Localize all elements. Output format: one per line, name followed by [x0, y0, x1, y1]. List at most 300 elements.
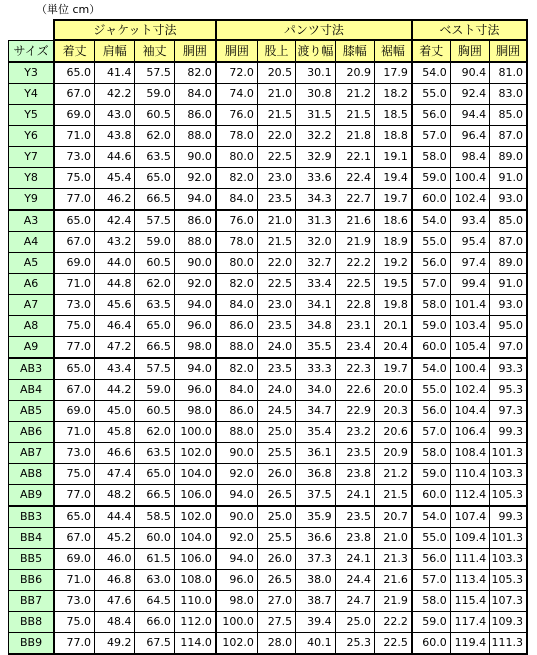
size-cell: AB3: [9, 358, 55, 380]
value-cell: 48.4: [95, 612, 135, 633]
value-cell: 24.5: [257, 401, 295, 422]
value-cell: 100.4: [450, 168, 489, 189]
value-cell: 21.0: [374, 528, 411, 549]
group-header-row: [9, 20, 528, 40]
table-row: [9, 528, 528, 549]
value-cell: 25.0: [257, 422, 295, 443]
table-row: [9, 485, 528, 507]
value-cell: 38.7: [296, 591, 335, 612]
value-cell: 69.0: [54, 253, 94, 274]
value-cell: 72.0: [216, 62, 257, 84]
value-cell: 90.0: [216, 443, 257, 464]
value-cell: 65.0: [54, 358, 94, 380]
value-cell: 45.4: [95, 168, 135, 189]
value-cell: 96.0: [174, 316, 216, 337]
unit-note: （単位 cm）: [36, 3, 101, 16]
value-cell: 92.0: [174, 168, 216, 189]
value-cell: 34.1: [296, 295, 335, 316]
value-cell: 75.0: [54, 612, 94, 633]
size-chart-table: [8, 19, 528, 655]
value-cell: 43.2: [95, 232, 135, 253]
table-row: [9, 210, 528, 232]
value-cell: 75.0: [54, 316, 94, 337]
table-row: [9, 443, 528, 464]
value-cell: 73.0: [54, 443, 94, 464]
value-cell: 20.9: [374, 443, 411, 464]
value-cell: 33.6: [296, 168, 335, 189]
value-cell: 67.0: [54, 232, 94, 253]
table-row: [9, 464, 528, 485]
value-cell: 93.0: [490, 189, 527, 211]
value-cell: 55.0: [412, 84, 450, 105]
value-cell: 67.0: [54, 528, 94, 549]
value-cell: 85.0: [490, 105, 527, 126]
value-cell: 19.2: [374, 253, 411, 274]
size-cell: A4: [9, 232, 55, 253]
value-cell: 46.6: [95, 443, 135, 464]
value-cell: 98.4: [450, 147, 489, 168]
value-cell: 92.0: [174, 274, 216, 295]
value-cell: 99.3: [490, 506, 527, 528]
value-cell: 104.4: [450, 401, 489, 422]
value-cell: 35.4: [296, 422, 335, 443]
value-cell: 54.0: [412, 506, 450, 528]
value-cell: 57.5: [135, 62, 174, 84]
value-cell: 96.0: [216, 570, 257, 591]
value-cell: 47.2: [95, 337, 135, 359]
value-cell: 43.8: [95, 126, 135, 147]
value-cell: 89.0: [490, 147, 527, 168]
value-cell: 75.0: [54, 168, 94, 189]
value-cell: 66.5: [135, 485, 174, 507]
value-cell: 22.5: [257, 147, 295, 168]
value-cell: 66.5: [135, 189, 174, 211]
value-cell: 98.0: [174, 337, 216, 359]
table-row: [9, 253, 528, 274]
value-cell: 21.9: [335, 232, 374, 253]
value-cell: 55.0: [412, 528, 450, 549]
value-cell: 18.8: [374, 126, 411, 147]
value-cell: 23.5: [335, 443, 374, 464]
value-cell: 35.5: [296, 337, 335, 359]
value-cell: 21.5: [257, 232, 295, 253]
value-cell: 62.0: [135, 126, 174, 147]
value-cell: 45.6: [95, 295, 135, 316]
value-cell: 46.4: [95, 316, 135, 337]
value-cell: 21.0: [257, 210, 295, 232]
value-cell: 46.0: [95, 549, 135, 570]
value-cell: 23.1: [335, 316, 374, 337]
size-cell: BB8: [9, 612, 55, 633]
value-cell: 115.4: [450, 591, 489, 612]
value-cell: 58.0: [412, 443, 450, 464]
value-cell: 22.1: [335, 147, 374, 168]
value-cell: 102.0: [216, 633, 257, 655]
value-cell: 92.0: [216, 528, 257, 549]
value-cell: 102.4: [450, 189, 489, 211]
size-cell: A9: [9, 337, 55, 359]
size-column-header: サイズ: [9, 40, 55, 62]
value-cell: 73.0: [54, 591, 94, 612]
value-cell: 40.1: [296, 633, 335, 655]
value-cell: 21.6: [335, 210, 374, 232]
value-cell: 86.0: [216, 401, 257, 422]
table-row: [9, 62, 528, 84]
value-cell: 76.0: [216, 105, 257, 126]
value-cell: 91.0: [490, 168, 527, 189]
value-cell: 111.3: [490, 633, 527, 655]
value-cell: 44.0: [95, 253, 135, 274]
value-cell: 63.5: [135, 295, 174, 316]
value-cell: 60.0: [412, 633, 450, 655]
group-vest: ベスト寸法: [412, 20, 527, 40]
value-cell: 43.0: [95, 105, 135, 126]
table-row: [9, 401, 528, 422]
value-cell: 93.3: [490, 358, 527, 380]
value-cell: 97.4: [450, 253, 489, 274]
value-cell: 42.2: [95, 84, 135, 105]
value-cell: 78.0: [216, 232, 257, 253]
value-cell: 42.4: [95, 210, 135, 232]
value-cell: 31.3: [296, 210, 335, 232]
size-cell: BB6: [9, 570, 55, 591]
value-cell: 60.0: [412, 189, 450, 211]
value-cell: 108.4: [450, 443, 489, 464]
size-cell: BB5: [9, 549, 55, 570]
value-cell: 64.5: [135, 591, 174, 612]
table-row: [9, 105, 528, 126]
value-cell: 19.7: [374, 189, 411, 211]
value-cell: 21.2: [374, 464, 411, 485]
value-cell: 112.0: [174, 612, 216, 633]
value-cell: 99.4: [450, 274, 489, 295]
table-row: [9, 337, 528, 359]
value-cell: 60.0: [135, 528, 174, 549]
value-cell: 57.0: [412, 126, 450, 147]
column-header: 着丈: [54, 40, 94, 62]
value-cell: 21.8: [335, 126, 374, 147]
value-cell: 77.0: [54, 485, 94, 507]
value-cell: 34.3: [296, 189, 335, 211]
table-row: [9, 549, 528, 570]
size-cell: AB6: [9, 422, 55, 443]
column-header: 裾幅: [374, 40, 411, 62]
value-cell: 27.0: [257, 591, 295, 612]
value-cell: 44.6: [95, 147, 135, 168]
value-cell: 23.8: [335, 464, 374, 485]
value-cell: 59.0: [135, 232, 174, 253]
value-cell: 59.0: [412, 168, 450, 189]
value-cell: 85.0: [490, 210, 527, 232]
size-cell: A7: [9, 295, 55, 316]
value-cell: 66.5: [135, 337, 174, 359]
value-cell: 105.3: [490, 570, 527, 591]
value-cell: 20.1: [374, 316, 411, 337]
value-cell: 96.4: [450, 126, 489, 147]
value-cell: 24.7: [335, 591, 374, 612]
value-cell: 86.0: [174, 210, 216, 232]
value-cell: 60.0: [412, 485, 450, 507]
value-cell: 93.0: [490, 295, 527, 316]
value-cell: 34.7: [296, 401, 335, 422]
value-cell: 41.4: [95, 62, 135, 84]
value-cell: 106.4: [450, 422, 489, 443]
value-cell: 76.0: [216, 210, 257, 232]
value-cell: 106.0: [174, 485, 216, 507]
value-cell: 26.0: [257, 464, 295, 485]
value-cell: 63.5: [135, 147, 174, 168]
value-cell: 100.4: [450, 358, 489, 380]
value-cell: 59.0: [412, 612, 450, 633]
value-cell: 69.0: [54, 549, 94, 570]
value-cell: 63.5: [135, 443, 174, 464]
value-cell: 54.0: [412, 62, 450, 84]
value-cell: 102.0: [174, 443, 216, 464]
value-cell: 77.0: [54, 189, 94, 211]
value-cell: 58.5: [135, 506, 174, 528]
value-cell: 65.0: [54, 62, 94, 84]
value-cell: 111.4: [450, 549, 489, 570]
size-cell: AB5: [9, 401, 55, 422]
value-cell: 18.2: [374, 84, 411, 105]
value-cell: 22.0: [257, 253, 295, 274]
value-cell: 75.0: [54, 464, 94, 485]
value-cell: 88.0: [174, 232, 216, 253]
size-cell: Y7: [9, 147, 55, 168]
value-cell: 54.0: [412, 358, 450, 380]
value-cell: 105.3: [490, 485, 527, 507]
value-cell: 67.5: [135, 633, 174, 655]
value-cell: 94.0: [216, 549, 257, 570]
table-row: [9, 380, 528, 401]
value-cell: 71.0: [54, 422, 94, 443]
value-cell: 26.5: [257, 570, 295, 591]
value-cell: 37.3: [296, 549, 335, 570]
value-cell: 24.1: [335, 549, 374, 570]
value-cell: 22.4: [335, 168, 374, 189]
value-cell: 61.5: [135, 549, 174, 570]
value-cell: 21.2: [335, 84, 374, 105]
value-cell: 45.8: [95, 422, 135, 443]
size-cell: AB9: [9, 485, 55, 507]
value-cell: 88.0: [174, 126, 216, 147]
size-cell: BB9: [9, 633, 55, 655]
value-cell: 86.0: [216, 316, 257, 337]
value-cell: 47.4: [95, 464, 135, 485]
value-cell: 46.2: [95, 189, 135, 211]
value-cell: 107.4: [450, 506, 489, 528]
value-cell: 22.5: [374, 633, 411, 655]
value-cell: 28.0: [257, 633, 295, 655]
group-pants: パンツ寸法: [216, 20, 412, 40]
value-cell: 43.4: [95, 358, 135, 380]
size-cell: Y6: [9, 126, 55, 147]
value-cell: 56.0: [412, 549, 450, 570]
value-cell: 21.3: [374, 549, 411, 570]
value-cell: 84.0: [216, 189, 257, 211]
value-cell: 84.0: [216, 380, 257, 401]
value-cell: 97.0: [490, 337, 527, 359]
value-cell: 104.0: [174, 528, 216, 549]
value-cell: 94.0: [174, 295, 216, 316]
size-cell: AB8: [9, 464, 55, 485]
value-cell: 103.3: [490, 464, 527, 485]
value-cell: 34.0: [296, 380, 335, 401]
value-cell: 54.0: [412, 210, 450, 232]
value-cell: 98.0: [174, 401, 216, 422]
value-cell: 38.0: [296, 570, 335, 591]
table-row: [9, 422, 528, 443]
column-header: 胸囲: [450, 40, 489, 62]
column-header: 肩幅: [95, 40, 135, 62]
value-cell: 98.0: [216, 591, 257, 612]
value-cell: 20.3: [374, 401, 411, 422]
value-cell: 33.4: [296, 274, 335, 295]
value-cell: 19.7: [374, 358, 411, 380]
value-cell: 95.0: [490, 316, 527, 337]
value-cell: 113.4: [450, 570, 489, 591]
value-cell: 60.0: [412, 337, 450, 359]
value-cell: 82.0: [216, 168, 257, 189]
value-cell: 25.3: [335, 633, 374, 655]
value-cell: 30.1: [296, 62, 335, 84]
value-cell: 108.0: [174, 570, 216, 591]
value-cell: 57.5: [135, 210, 174, 232]
value-cell: 57.5: [135, 358, 174, 380]
value-cell: 24.4: [335, 570, 374, 591]
value-cell: 18.9: [374, 232, 411, 253]
value-cell: 45.0: [95, 401, 135, 422]
value-cell: 71.0: [54, 274, 94, 295]
value-cell: 21.6: [374, 570, 411, 591]
value-cell: 82.0: [174, 62, 216, 84]
column-header: 渡り幅: [296, 40, 335, 62]
value-cell: 18.6: [374, 210, 411, 232]
value-cell: 62.0: [135, 274, 174, 295]
value-cell: 100.0: [216, 612, 257, 633]
value-cell: 88.0: [216, 422, 257, 443]
value-cell: 59.0: [412, 316, 450, 337]
value-cell: 77.0: [54, 633, 94, 655]
value-cell: 56.0: [412, 253, 450, 274]
value-cell: 24.1: [335, 485, 374, 507]
size-cell: Y3: [9, 62, 55, 84]
value-cell: 90.4: [450, 62, 489, 84]
value-cell: 17.9: [374, 62, 411, 84]
value-cell: 65.0: [135, 316, 174, 337]
value-cell: 94.0: [216, 485, 257, 507]
value-cell: 93.4: [450, 210, 489, 232]
value-cell: 114.0: [174, 633, 216, 655]
value-cell: 18.5: [374, 105, 411, 126]
value-cell: 23.2: [335, 422, 374, 443]
value-cell: 73.0: [54, 295, 94, 316]
value-cell: 94.0: [174, 189, 216, 211]
value-cell: 55.0: [412, 232, 450, 253]
table-row: [9, 358, 528, 380]
table-row: [9, 591, 528, 612]
table-row: [9, 274, 528, 295]
value-cell: 47.6: [95, 591, 135, 612]
value-cell: 19.5: [374, 274, 411, 295]
value-cell: 84.0: [174, 84, 216, 105]
value-cell: 37.5: [296, 485, 335, 507]
value-cell: 30.8: [296, 84, 335, 105]
value-cell: 22.2: [335, 253, 374, 274]
value-cell: 90.0: [216, 506, 257, 528]
value-cell: 22.0: [257, 126, 295, 147]
value-cell: 19.1: [374, 147, 411, 168]
value-cell: 65.0: [54, 506, 94, 528]
value-cell: 102.0: [174, 506, 216, 528]
table-row: [9, 316, 528, 337]
size-cell: A5: [9, 253, 55, 274]
value-cell: 20.4: [374, 337, 411, 359]
table-row: [9, 84, 528, 105]
value-cell: 48.2: [95, 485, 135, 507]
value-cell: 23.8: [335, 528, 374, 549]
value-cell: 83.0: [490, 84, 527, 105]
value-cell: 71.0: [54, 570, 94, 591]
value-cell: 65.0: [135, 464, 174, 485]
value-cell: 20.9: [335, 62, 374, 84]
value-cell: 67.0: [54, 380, 94, 401]
value-cell: 20.0: [374, 380, 411, 401]
size-cell: BB4: [9, 528, 55, 549]
group-jacket: ジャケット寸法: [54, 20, 216, 40]
value-cell: 90.0: [174, 253, 216, 274]
value-cell: 86.0: [174, 105, 216, 126]
value-cell: 21.5: [374, 485, 411, 507]
size-cell: Y9: [9, 189, 55, 211]
size-cell: BB3: [9, 506, 55, 528]
value-cell: 96.0: [174, 380, 216, 401]
value-cell: 87.0: [490, 126, 527, 147]
column-header: 袖丈: [135, 40, 174, 62]
value-cell: 22.9: [335, 401, 374, 422]
value-cell: 22.5: [335, 274, 374, 295]
value-cell: 105.4: [450, 337, 489, 359]
column-header: 着丈: [412, 40, 450, 62]
column-header: 胴囲: [216, 40, 257, 62]
table-row: [9, 126, 528, 147]
value-cell: 36.8: [296, 464, 335, 485]
value-cell: 45.2: [95, 528, 135, 549]
table-row: [9, 147, 528, 168]
value-cell: 73.0: [54, 147, 94, 168]
size-cell: AB4: [9, 380, 55, 401]
value-cell: 21.0: [257, 84, 295, 105]
value-cell: 67.0: [54, 84, 94, 105]
value-cell: 60.5: [135, 253, 174, 274]
value-cell: 92.4: [450, 84, 489, 105]
value-cell: 65.0: [54, 210, 94, 232]
value-cell: 23.5: [257, 358, 295, 380]
size-cell: Y4: [9, 84, 55, 105]
value-cell: 104.0: [174, 464, 216, 485]
value-cell: 87.0: [490, 232, 527, 253]
table-row: [9, 189, 528, 211]
value-cell: 101.3: [490, 443, 527, 464]
value-cell: 23.4: [335, 337, 374, 359]
value-cell: 62.0: [135, 422, 174, 443]
value-cell: 39.4: [296, 612, 335, 633]
value-cell: 63.0: [135, 570, 174, 591]
value-cell: 74.0: [216, 84, 257, 105]
value-cell: 84.0: [216, 295, 257, 316]
size-cell: BB7: [9, 591, 55, 612]
value-cell: 25.0: [335, 612, 374, 633]
